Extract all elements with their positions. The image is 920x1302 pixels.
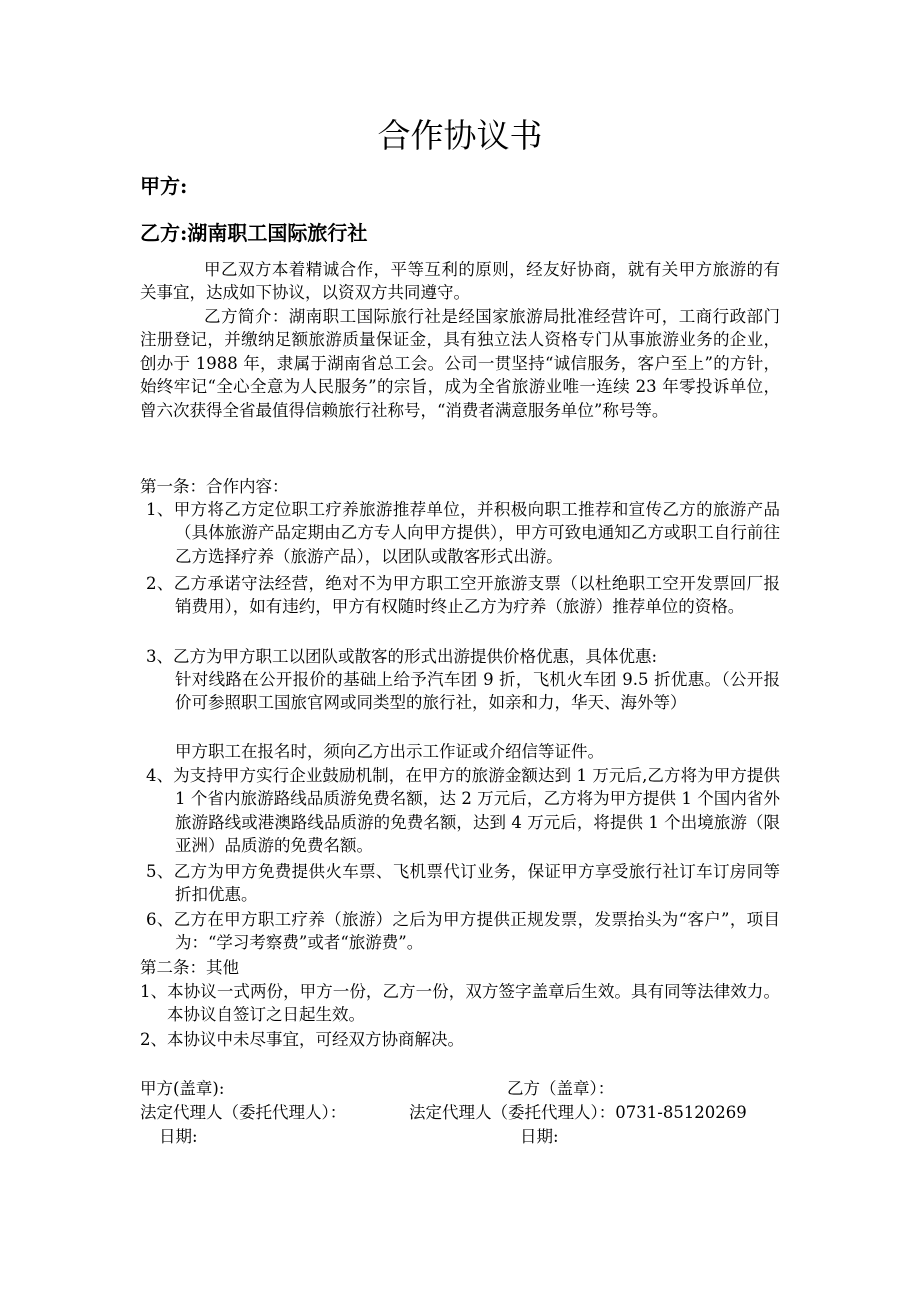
party-a-label: 甲方: xyxy=(140,174,188,198)
article-1-item-5: 5、乙方为甲方免费提供火车票、飞机票代订业务，保证甲方享受旅行社订车订房同等折扣优惠。 xyxy=(146,862,780,905)
article-1-item-3-discount: 针对线路在公开报价的基础上给予汽车团 9 折，飞机火车团 9.5 折优惠。（公开报价可参照职工国旅官网或同类型的旅行社，如亲和力，华天、海外等） xyxy=(175,670,780,713)
party-a-seal: 甲方(盖章): xyxy=(140,1079,225,1098)
party-b-label: 乙方:湖南职工国际旅行社 xyxy=(140,221,368,245)
article-2-item-2: 2、本协议中未尽事宜，可经双方协商解决。 xyxy=(140,1030,464,1049)
article-1-item-1: 1、甲方将乙方定位职工疗养旅游推荐单位，并积极向职工推荐和宣传乙方的旅游产品（具体旅游产品定期由乙方专人向甲方提供），甲方可致电通知乙方或职工自行前往乙方选择疗养（旅游产品），以团队或散客形式出游。 xyxy=(146,500,780,566)
article-1-item-2: 2、乙方承诺守法经营，绝对不为甲方职工空开旅游支票（以杜绝职工空开发票回厂报销费用），如有违约，甲方有权随时终止乙方为疗养（旅游）推荐单位的资格。 xyxy=(146,574,780,617)
party-b-seal: 乙方（盖章）： xyxy=(507,1079,615,1098)
article-1-item-3: 3、乙方为甲方职工以团队或散客的形式出游提供价格优惠，具体优惠: xyxy=(146,647,658,666)
party-b-date: 日期: xyxy=(520,1127,559,1146)
document-title: 合作协议书 xyxy=(377,116,543,155)
article-1-heading: 第一条：合作内容： xyxy=(140,477,289,496)
article-1-item-3-id-note: 甲方职工在报名时，须向乙方出示工作证或介绍信等证件。 xyxy=(175,742,604,761)
article-1-item-6: 6、乙方在甲方职工疗养（旅游）之后为甲方提供正规发票，发票抬头为“客户”，项目为：“学习考察费”或者“旅游费”。 xyxy=(146,910,780,953)
intro-paragraph: 甲乙双方本着精诚合作，平等互利的原则，经友好协商，就有关甲方旅游的有关事宜，达成如下协议，以资双方共同遵守。 xyxy=(140,260,780,303)
party-a-representative: 法定代理人（委托代理人）： xyxy=(140,1103,347,1122)
party-a-date: 日期: xyxy=(159,1127,198,1146)
party-b-representative: 法定代理人（委托代理人）：0731-85120269 xyxy=(409,1103,747,1122)
article-1-item-4: 4、为支持甲方实行企业鼓励机制，在甲方的旅游金额达到 1 万元后,乙方将为甲方提供 1 个省内旅游路线品质游免费名额，达 2 万元后，乙方将为甲方提供 1 个国内省外旅游路线或港澳路线品质游的免费名额，达到 4 万元后，将提供 1 个出境旅游（限亚洲）品质游的免费名额。 xyxy=(146,766,780,856)
article-2-item-1: 1、本协议一式两份，甲方一份，乙方一份，双方签字盖章后生效。具有同等法律效力。本协议自签订之日起生效。 xyxy=(140,982,780,1025)
article-2-heading: 第二条：其他 xyxy=(140,958,239,977)
company-profile-paragraph: 乙方简介：湖南职工国际旅行社是经国家旅游局批准经营许可，工商行政部门注册登记，并缴纳足额旅游质量保证金，具有独立法人资格专门从事旅游业务的企业，创办于 1988 年，隶属于湖南省总工会。公司一贯坚持“诚信服务，客户至上”的方针，始终牢记“全心全意为人民服务”的宗旨，成为全省旅游业唯一连续 23 年零投诉单位，曾六次获得全省最值得信赖旅行社称号，“消费者满意服务单位”称号等。 xyxy=(140,307,780,420)
